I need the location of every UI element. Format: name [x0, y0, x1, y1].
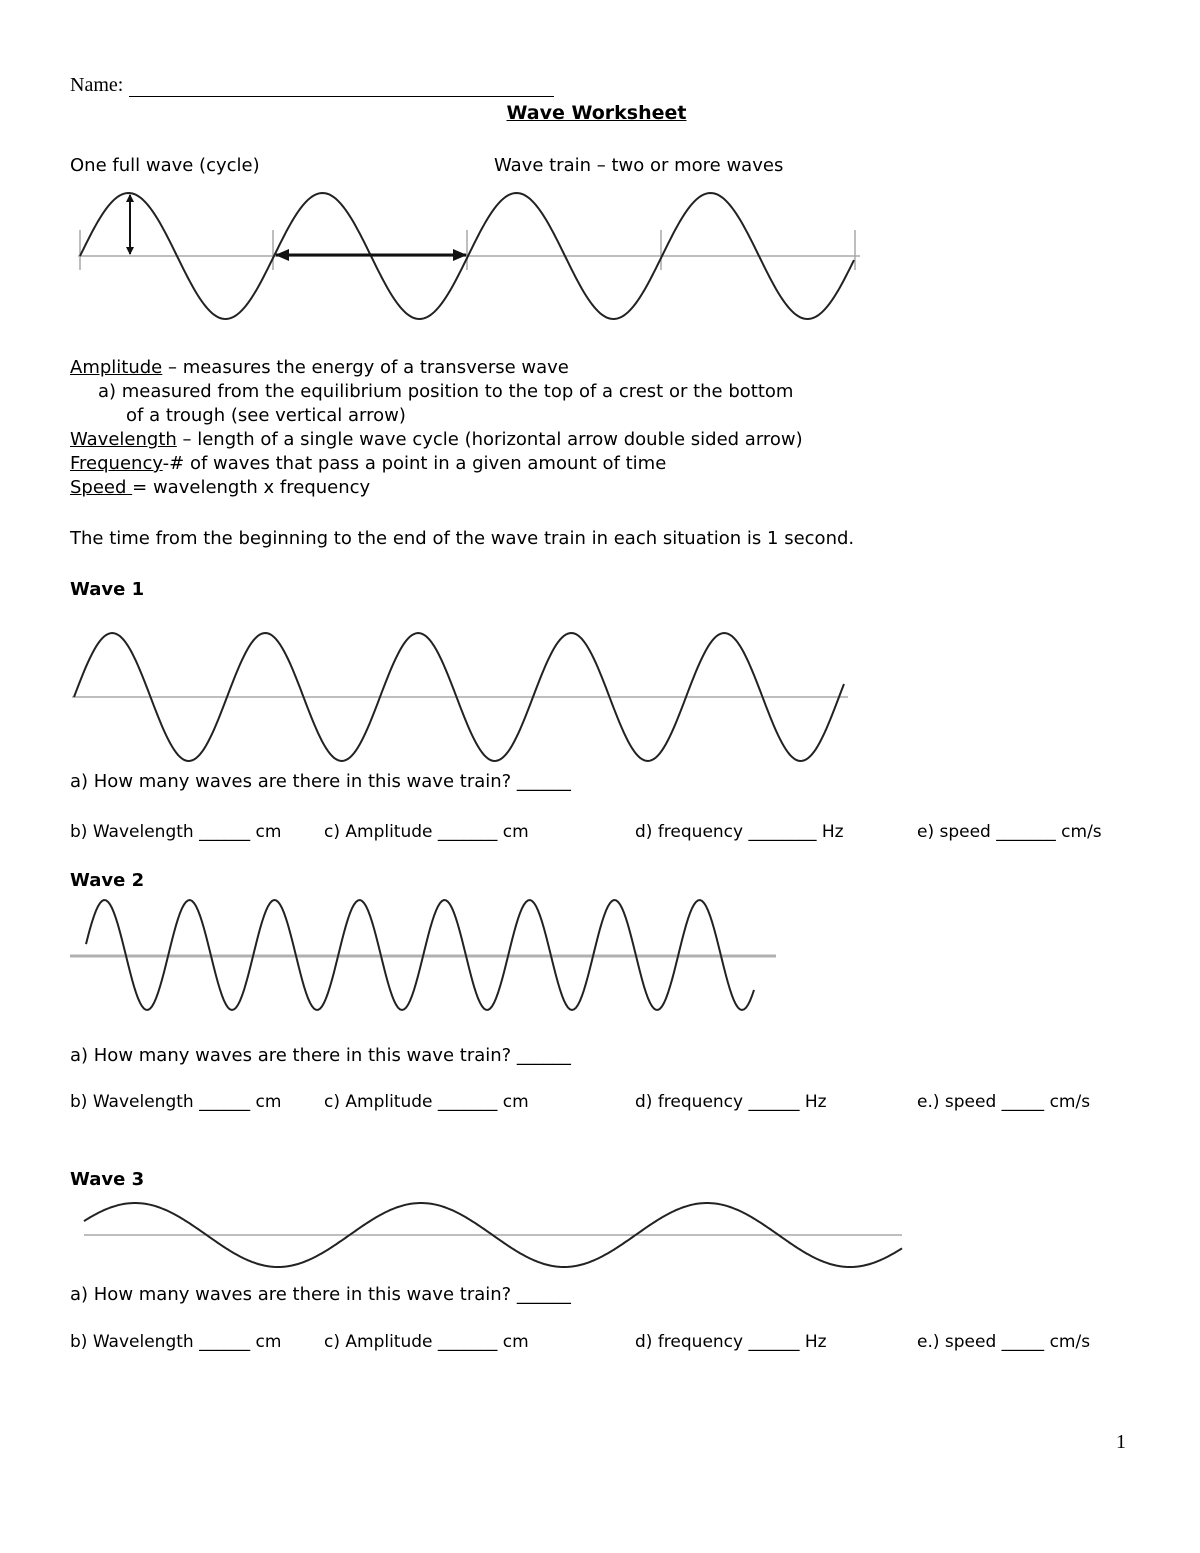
wave-1-frequency-blank[interactable]: d) frequency ________ Hz — [635, 822, 844, 842]
amplitude-point-a-line1: a) measured from the equilibrium position to the top of a crest or the bottom — [98, 381, 794, 402]
wave-2-wavelength-blank[interactable]: b) Wavelength ______ cm — [70, 1092, 282, 1112]
one-wave-label: One full wave (cycle) — [70, 155, 260, 176]
speed-definition: Speed = wavelength x frequency — [70, 477, 371, 498]
wave-1-amplitude-blank[interactable]: c) Amplitude _______ cm — [324, 822, 529, 842]
name-label: Name: — [70, 74, 124, 96]
wave-3-count-question[interactable]: a) How many waves are there in this wave train? ______ — [70, 1284, 571, 1305]
speed-term: Speed — [70, 477, 133, 498]
wave-3-wavelength-blank[interactable]: b) Wavelength ______ cm — [70, 1332, 282, 1352]
frequency-term: Frequency — [70, 453, 163, 474]
amplitude-point-a-line2: of a trough (see vertical arrow) — [126, 405, 406, 426]
amplitude-term: Amplitude — [70, 357, 163, 378]
wave-2-heading: Wave 2 — [70, 870, 145, 891]
wave-3-amplitude-blank[interactable]: c) Amplitude _______ cm — [324, 1332, 529, 1352]
page-title: Wave Worksheet — [506, 102, 687, 124]
wave-1-wavelength-blank[interactable]: b) Wavelength ______ cm — [70, 822, 282, 842]
wave-3-curve — [84, 1203, 902, 1267]
wave-1-heading: Wave 1 — [70, 579, 145, 600]
wave-3-speed-blank[interactable]: e.) speed _____ cm/s — [917, 1332, 1091, 1352]
wavelength-term: Wavelength — [70, 429, 177, 450]
wave-2-frequency-blank[interactable]: d) frequency ______ Hz — [635, 1092, 827, 1112]
wave-3-frequency-blank[interactable]: d) frequency ______ Hz — [635, 1332, 827, 1352]
wave-1-speed-blank[interactable]: e) speed _______ cm/s — [917, 822, 1102, 842]
wavelength-definition: Wavelength – length of a single wave cycle (horizontal arrow double sided arrow) — [70, 429, 803, 450]
wave-1-count-question[interactable]: a) How many waves are there in this wave train? ______ — [70, 771, 571, 792]
time-note: The time from the beginning to the end of the wave train in each situation is 1 second. — [70, 528, 855, 549]
wave-2-amplitude-blank[interactable]: c) Amplitude _______ cm — [324, 1092, 529, 1112]
wave-3-heading: Wave 3 — [70, 1169, 145, 1190]
amplitude-definition: Amplitude – measures the energy of a transverse wave — [70, 357, 569, 378]
wave-train-label: Wave train – two or more waves — [494, 155, 784, 176]
frequency-definition: Frequency-# of waves that pass a point in a given amount of time — [70, 453, 667, 474]
wave-2-speed-blank[interactable]: e.) speed _____ cm/s — [917, 1092, 1091, 1112]
wave-2-count-question[interactable]: a) How many waves are there in this wave train? ______ — [70, 1045, 571, 1066]
page-number: 1 — [1116, 1431, 1126, 1453]
